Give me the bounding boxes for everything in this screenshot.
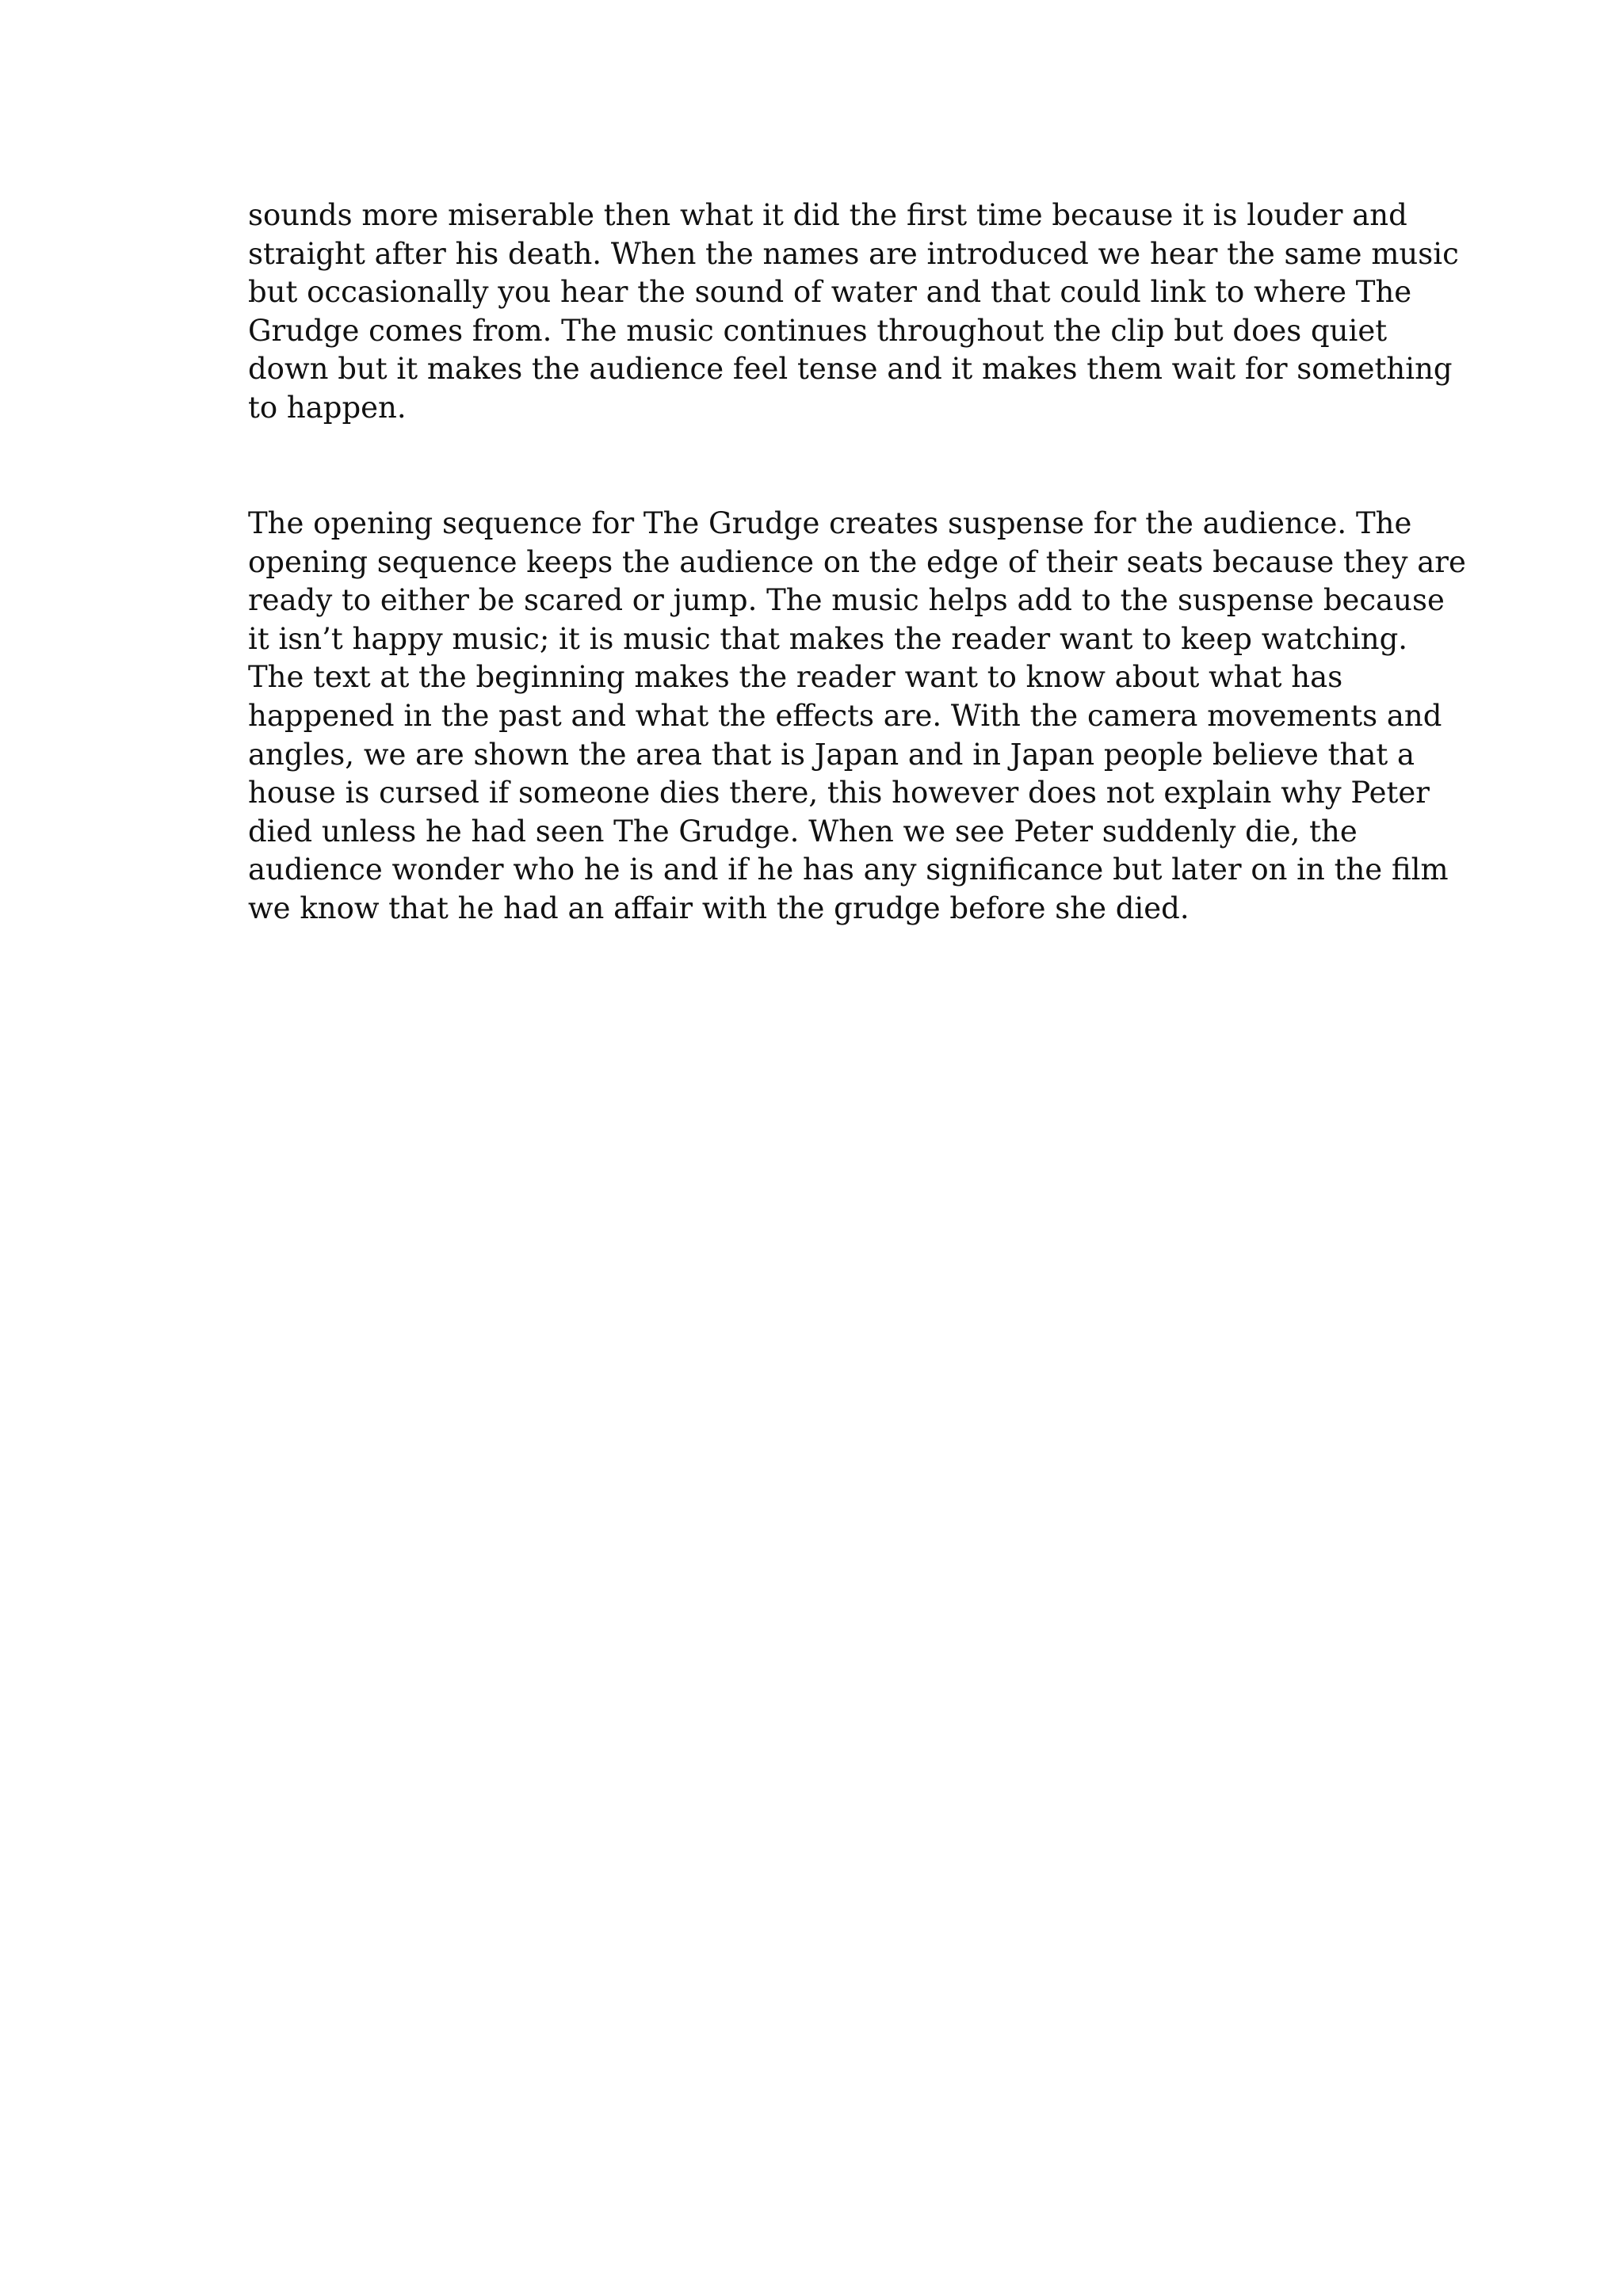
paragraph-line: The text at the beginning makes the reader want to know about what has bbox=[248, 660, 1343, 695]
paragraph-line: straight after his death. When the names are introduced we hear the same music bbox=[248, 236, 1459, 271]
paragraph-line: The opening sequence for The Grudge creates suspense for the audience. The bbox=[248, 506, 1412, 540]
paragraph-line: ready to either be scared or jump. The music helps add to the suspense because bbox=[248, 583, 1445, 618]
paragraph-line: happened in the past and what the effects are. With the camera movements and bbox=[248, 698, 1442, 733]
paragraph-line: it isn’t happy music; it is music that makes the reader want to keep watching. bbox=[248, 621, 1408, 656]
paragraph-1 bbox=[248, 196, 1459, 428]
paragraph-line: house is cursed if someone dies there, this however does not explain why Peter bbox=[248, 776, 1430, 810]
paragraph-line: died unless he had seen The Grudge. When we see Peter suddenly die, the bbox=[248, 814, 1358, 849]
paragraph-line: down but it makes the audience feel tense and it makes them wait for something bbox=[248, 352, 1453, 387]
paragraph-2 bbox=[248, 505, 1466, 929]
paragraph-line: opening sequence keeps the audience on the edge of their seats because they are bbox=[248, 544, 1466, 579]
paragraph-line: but occasionally you hear the sound of water and that could link to where The bbox=[248, 275, 1412, 310]
paragraph-line: we know that he had an affair with the grudge before she died. bbox=[248, 891, 1190, 925]
paragraph-line: to happen. bbox=[248, 390, 407, 425]
paragraph-line: Grudge comes from. The music continues throughout the clip but does quiet bbox=[248, 313, 1388, 348]
paragraph-line: angles, we are shown the area that is Japan and in Japan people believe that a bbox=[248, 737, 1415, 772]
paragraph-line: audience wonder who he is and if he has any significance but later on in the film bbox=[248, 852, 1449, 887]
paragraph-line: sounds more miserable then what it did the first time because it is louder and bbox=[248, 198, 1407, 232]
